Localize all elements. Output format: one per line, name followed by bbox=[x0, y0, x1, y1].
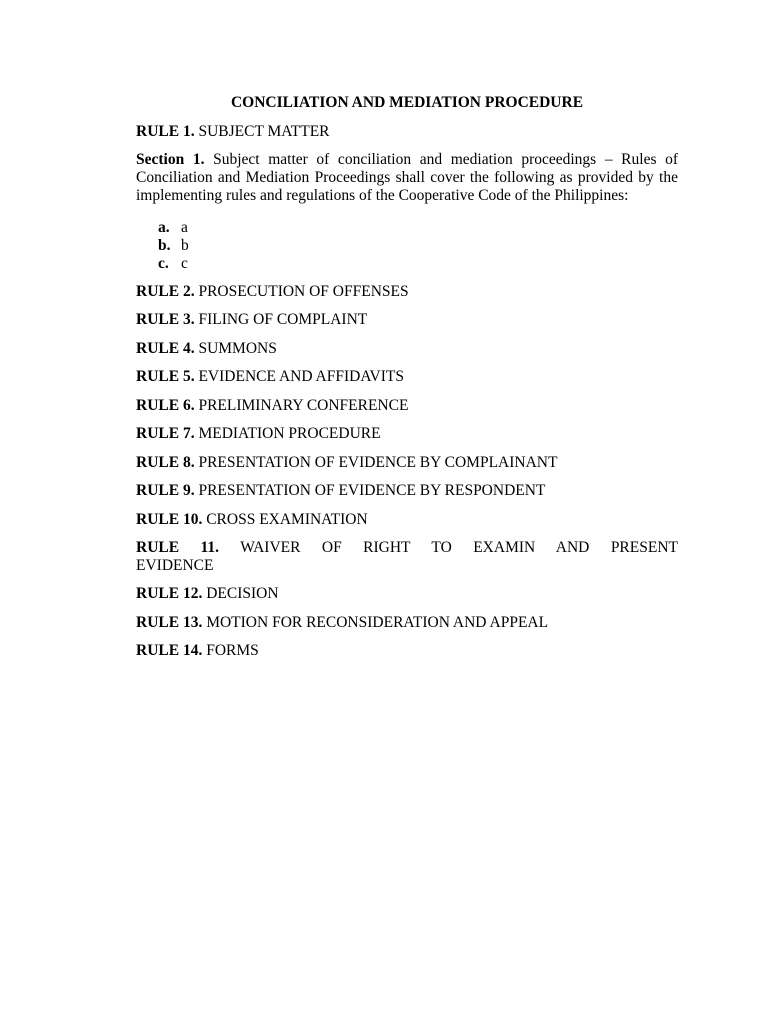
section-text: Subject matter of conciliation and mediation proceedings – Rules of Conciliation and Mediation Proceedings shall cover the following as provided by the implementing rules and regulations of the Cooperative Code of the Philippines: bbox=[136, 151, 679, 204]
rule-label: RULE 4. bbox=[136, 340, 195, 357]
rule-label: RULE 10. bbox=[136, 511, 203, 528]
rule-text: EVIDENCE AND AFFIDAVITS bbox=[198, 368, 404, 385]
rule-text: PRESENTATION OF EVIDENCE BY RESPONDENT bbox=[198, 482, 546, 499]
rule-label: RULE 11. bbox=[136, 539, 220, 556]
rule-label: RULE 3. bbox=[136, 311, 195, 328]
rule-text: PRESENTATION OF EVIDENCE BY COMPLAINANT bbox=[198, 454, 558, 471]
rule-10 bbox=[136, 511, 678, 529]
list-text: b bbox=[181, 237, 189, 254]
rule-6 bbox=[136, 397, 678, 415]
rule-text: MOTION FOR RECONSIDERATION AND APPEAL bbox=[206, 614, 549, 631]
rule-text: MEDIATION PROCEDURE bbox=[198, 425, 381, 442]
rule-13 bbox=[136, 614, 678, 632]
rule-2 bbox=[136, 283, 678, 301]
rule-12 bbox=[136, 585, 678, 603]
list-marker: c. bbox=[158, 255, 169, 272]
rule-label: RULE 14. bbox=[136, 642, 203, 659]
rule-label: RULE 6. bbox=[136, 397, 195, 414]
list-item bbox=[158, 219, 678, 237]
list-text: c bbox=[181, 255, 188, 272]
document-title: CONCILIATION AND MEDIATION PROCEDURE bbox=[230, 94, 584, 111]
rule-text: SUMMONS bbox=[198, 340, 277, 357]
rule-11-line-1 bbox=[136, 539, 678, 557]
rule-label: RULE 2. bbox=[136, 283, 195, 300]
rule-label: RULE 7. bbox=[136, 425, 195, 442]
list-item bbox=[158, 255, 678, 273]
rule-text: FORMS bbox=[206, 642, 259, 659]
rule-9 bbox=[136, 482, 678, 500]
rule-7 bbox=[136, 425, 678, 443]
rule-text: PROSECUTION OF OFFENSES bbox=[198, 283, 409, 300]
rule-4 bbox=[136, 340, 678, 358]
rule-text: SUBJECT MATTER bbox=[198, 123, 330, 140]
rule-label: RULE 9. bbox=[136, 482, 195, 499]
rule-label: RULE 1. bbox=[136, 123, 195, 140]
section-1 bbox=[136, 151, 678, 205]
alpha-list bbox=[136, 219, 678, 273]
rule-label: RULE 5. bbox=[136, 368, 195, 385]
list-text: a bbox=[181, 219, 188, 236]
rule-3 bbox=[136, 311, 678, 329]
rule-11-line-2: EVIDENCE bbox=[136, 557, 214, 574]
list-marker: a. bbox=[158, 219, 170, 236]
rule-1 bbox=[136, 123, 678, 141]
section-label: Section 1. bbox=[136, 151, 205, 168]
rule-5 bbox=[136, 368, 678, 386]
rule-8 bbox=[136, 454, 678, 472]
rule-11 bbox=[136, 539, 678, 575]
rule-text: FILING OF COMPLAINT bbox=[198, 311, 368, 328]
rule-text: PRELIMINARY CONFERENCE bbox=[198, 397, 409, 414]
list-marker: b. bbox=[158, 237, 171, 254]
document-body bbox=[136, 94, 678, 660]
rule-text: DECISION bbox=[206, 585, 279, 602]
rule-text: CROSS EXAMINATION bbox=[206, 511, 368, 528]
rule-label: RULE 12. bbox=[136, 585, 203, 602]
rule-label: RULE 13. bbox=[136, 614, 203, 631]
rule-text: WAIVER OF RIGHT TO EXAMIN AND PRESENT bbox=[240, 539, 678, 556]
rule-label: RULE 8. bbox=[136, 454, 195, 471]
rule-14 bbox=[136, 642, 678, 660]
list-item bbox=[158, 237, 678, 255]
